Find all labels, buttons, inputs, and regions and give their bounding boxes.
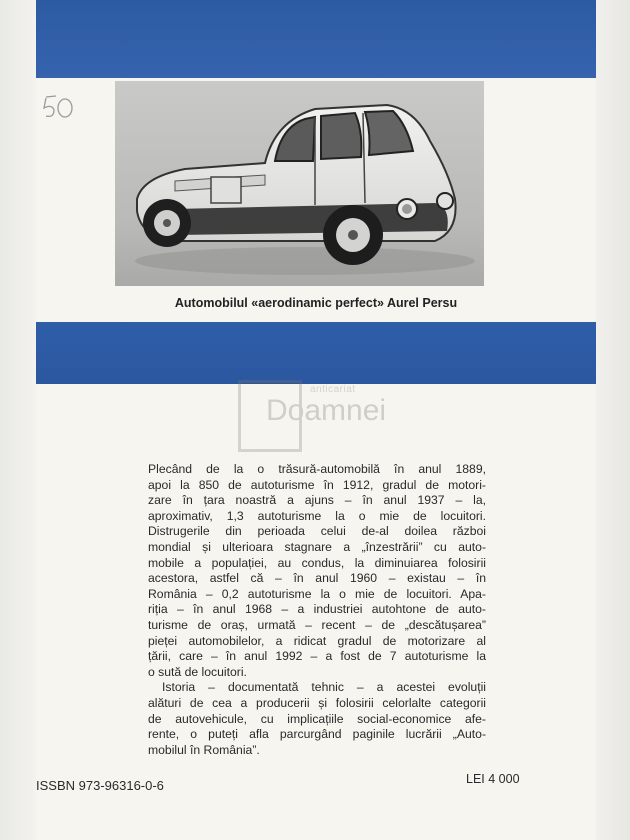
car-photo [115,81,484,286]
text-line: Istoria – documentată tehnic – a acestei evoluții [162,680,486,695]
text-line: Distrugerile din perioada celui de-al doilea război [148,524,486,539]
watermark-title: Doamnei [266,394,387,427]
text-line: acestora, astfel că – în anul 1960 – existau – în [148,571,486,586]
text-line: aproximativ, 1,3 autoturisme la o mie de locuitori. [148,508,486,523]
text-line: zare în țara noastră a ajuns – în anul 1937 – la, [148,493,486,508]
text-line: turisme de oraș, urmată – recent – de „descătușarea” [148,617,486,632]
photo-caption: Automobilul «aerodinamic perfect» Aurel Persu [174,296,458,310]
text-line: Plecând de la o trăsură-automobilă în anul 1889, [148,462,486,476]
text-line: mobile a populației, au condus, la diminuiarea folosirii [148,555,486,570]
text-line: alături de cea a producerii și folosirii celorlalte categorii [148,695,486,710]
page-right-edge [596,0,630,840]
handwritten-note [42,92,76,122]
text-line: rente, o puteți afla parcurgând paginile lucrării „Auto- [148,727,486,742]
car-illustration [115,81,484,286]
text-line: România – 0,2 autoturisme la o mie de locuitori. Apa- [148,586,486,601]
watermark-logo [238,378,398,450]
text-line: pieței automobilelor, a ridicat gradul de motorizare al [148,633,486,648]
text-line: o sută de locuitori. [148,664,247,679]
text-line: mondial și ulterioara stagnare a „înzestrării” cu auto- [148,539,486,554]
top-blue-band [36,0,596,78]
description-text [148,462,486,758]
price-label: LEI 4 000 [466,772,520,786]
page-left-edge [0,0,36,840]
text-line: de autovehicule, cu implicațiile social-economice afe- [148,711,486,726]
isbn-number: ISSBN 973-96316-0-6 [36,778,164,793]
middle-blue-band [36,322,596,384]
text-line: apoi la 850 de autoturisme în 1912, gradul de motori- [148,477,486,492]
text-line: mobilul în România”. [148,742,260,757]
text-line: țării, care – în anul 1992 – a fost de 7 autoturisme la [148,649,486,664]
watermark-subtitle: anticariat [310,384,356,395]
text-line: riția – în anul 1968 – a industriei autohtone de auto- [148,602,486,617]
